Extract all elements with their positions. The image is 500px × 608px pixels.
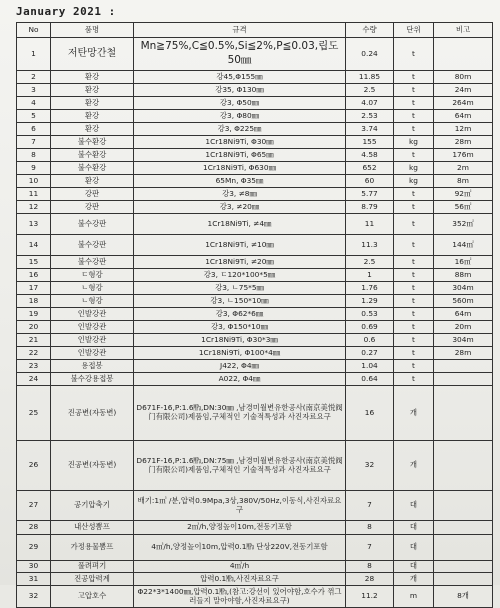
cell-qty: 7 xyxy=(346,491,394,521)
cell-qty: 8.79 xyxy=(346,201,394,214)
cell-no: 22 xyxy=(17,347,51,360)
cell-spec: 2㎥/h,양정높이10m,전동기포함 xyxy=(134,521,346,535)
cell-no: 20 xyxy=(17,321,51,334)
cell-qty: 0.64 xyxy=(346,373,394,386)
cell-spec: 1Cr18Ni9Ti, Φ100*4㎜ xyxy=(134,347,346,360)
cell-unit: t xyxy=(394,308,434,321)
cell-spec: 강3, ≠8㎜ xyxy=(134,188,346,201)
cell-note: 88m xyxy=(434,269,493,282)
header-unit: 단위 xyxy=(394,23,434,38)
cell-unit: t xyxy=(394,188,434,201)
cell-qty: 2.53 xyxy=(346,110,394,123)
cell-name: 인발강관 xyxy=(51,347,134,360)
cell-note xyxy=(434,360,493,373)
cell-note: 304m xyxy=(434,282,493,295)
cell-name: 불수강판 xyxy=(51,235,134,256)
cell-no: 16 xyxy=(17,269,51,282)
cell-no: 9 xyxy=(17,162,51,175)
cell-name: 불수환강 xyxy=(51,149,134,162)
cell-unit: 대 xyxy=(394,491,434,521)
header-spec: 규격 xyxy=(134,23,346,38)
cell-note: 80m xyxy=(434,71,493,84)
cell-no: 7 xyxy=(17,136,51,149)
cell-no: 4 xyxy=(17,97,51,110)
cell-name: 환강 xyxy=(51,175,134,188)
cell-spec: 1Cr18Ni9Ti, Φ30㎜ xyxy=(134,136,346,149)
cell-spec: 1Cr18Ni9Ti, ≠20㎜ xyxy=(134,256,346,269)
cell-no: 10 xyxy=(17,175,51,188)
cell-qty: 5.77 xyxy=(346,188,394,201)
cell-no: 26 xyxy=(17,441,51,491)
cell-unit: t xyxy=(394,334,434,347)
cell-qty: 16 xyxy=(346,386,394,441)
cell-name: 환강 xyxy=(51,71,134,84)
cell-name: 고압호수 xyxy=(51,586,134,608)
cell-no: 23 xyxy=(17,360,51,373)
cell-unit: t xyxy=(394,256,434,269)
cell-unit: t xyxy=(394,269,434,282)
cell-spec: 압력0.1㎫,사진자료요구 xyxy=(134,573,346,586)
header-qty: 수량 xyxy=(346,23,394,38)
cell-name: 진공변(자동변) xyxy=(51,386,134,441)
cell-unit: m xyxy=(394,586,434,608)
cell-note: 8개 xyxy=(434,586,493,608)
cell-name: 불수강판 xyxy=(51,256,134,269)
cell-unit: t xyxy=(394,295,434,308)
table-row xyxy=(17,295,493,308)
cell-spec: 1Cr18Ni9Ti, Φ630㎜ xyxy=(134,162,346,175)
cell-qty: 652 xyxy=(346,162,394,175)
cell-no: 21 xyxy=(17,334,51,347)
cell-no: 32 xyxy=(17,586,51,608)
table-row xyxy=(17,347,493,360)
cell-name: 공기압축기 xyxy=(51,491,134,521)
cell-no: 27 xyxy=(17,491,51,521)
cell-unit: t xyxy=(394,321,434,334)
cell-name: 환강 xyxy=(51,97,134,110)
cell-name: 저탄망간철 xyxy=(51,38,134,71)
cell-no: 30 xyxy=(17,561,51,573)
table-row xyxy=(17,561,493,573)
table-body xyxy=(17,38,493,608)
table-row xyxy=(17,175,493,188)
cell-qty: 0.27 xyxy=(346,347,394,360)
cell-spec: D671F-16,P:1.6㎫,DN:75㎜ ,남경미월변유한공사(南京美悦阀门有限公司)제품임,구체적인 기술적특성과 사진자료요구 xyxy=(134,441,346,491)
cell-name: 풀려펴기 xyxy=(51,561,134,573)
cell-unit: kg xyxy=(394,162,434,175)
cell-name: 진공변(자동변) xyxy=(51,441,134,491)
table-row xyxy=(17,235,493,256)
cell-unit: t xyxy=(394,282,434,295)
cell-qty: 1.76 xyxy=(346,282,394,295)
cell-unit: 대 xyxy=(394,521,434,535)
cell-qty: 2.5 xyxy=(346,256,394,269)
table-row xyxy=(17,573,493,586)
cell-unit: 개 xyxy=(394,386,434,441)
cell-no: 17 xyxy=(17,282,51,295)
cell-unit: t xyxy=(394,235,434,256)
cell-name: ㄴ형강 xyxy=(51,295,134,308)
table-row xyxy=(17,38,493,71)
cell-spec: 1Cr18Ni9Ti, ≠4㎜ xyxy=(134,214,346,235)
cell-note xyxy=(434,521,493,535)
table-row xyxy=(17,123,493,136)
table-row xyxy=(17,491,493,521)
cell-note: 20m xyxy=(434,321,493,334)
table-row xyxy=(17,321,493,334)
cell-spec: 65Mn, Φ35㎜ xyxy=(134,175,346,188)
cell-spec: 강45,Φ155㎜ xyxy=(134,71,346,84)
cell-name: 환강 xyxy=(51,110,134,123)
cell-note xyxy=(434,561,493,573)
cell-note: 352㎡ xyxy=(434,214,493,235)
cell-note: 16㎡ xyxy=(434,256,493,269)
cell-note: 56㎡ xyxy=(434,201,493,214)
cell-note xyxy=(434,491,493,521)
cell-qty: 8 xyxy=(346,521,394,535)
cell-name: 불수환강 xyxy=(51,136,134,149)
cell-qty: 8 xyxy=(346,561,394,573)
cell-no: 31 xyxy=(17,573,51,586)
cell-qty: 1.29 xyxy=(346,295,394,308)
cell-name: ㄷ형강 xyxy=(51,269,134,282)
table-row xyxy=(17,386,493,441)
cell-spec: 4㎥/h xyxy=(134,561,346,573)
cell-spec: 강3, Φ150*10㎜ xyxy=(134,321,346,334)
cell-qty: 7 xyxy=(346,535,394,561)
cell-qty: 0.24 xyxy=(346,38,394,71)
header-note: 비고 xyxy=(434,23,493,38)
cell-no: 1 xyxy=(17,38,51,71)
cell-note: 176m xyxy=(434,149,493,162)
cell-qty: 11 xyxy=(346,214,394,235)
cell-name: 가정용물뽐프 xyxy=(51,535,134,561)
table-row xyxy=(17,308,493,321)
cell-name: 환강 xyxy=(51,123,134,136)
cell-spec: 강3, Φ62*6㎜ xyxy=(134,308,346,321)
table-row xyxy=(17,84,493,97)
cell-qty: 11.85 xyxy=(346,71,394,84)
table-row xyxy=(17,71,493,84)
table-row xyxy=(17,282,493,295)
table-row xyxy=(17,110,493,123)
table-row xyxy=(17,373,493,386)
table-row xyxy=(17,201,493,214)
cell-spec: 강3, ≠20㎜ xyxy=(134,201,346,214)
cell-unit: t xyxy=(394,97,434,110)
table-row xyxy=(17,535,493,561)
table-row xyxy=(17,256,493,269)
cell-note: 24m xyxy=(434,84,493,97)
cell-name: 인발강관 xyxy=(51,308,134,321)
cell-unit: t xyxy=(394,201,434,214)
header-no: No xyxy=(17,23,51,38)
cell-note: 12m xyxy=(434,123,493,136)
cell-unit: t xyxy=(394,373,434,386)
cell-name: 불수환강 xyxy=(51,162,134,175)
table-row xyxy=(17,162,493,175)
cell-note: 560m xyxy=(434,295,493,308)
cell-no: 29 xyxy=(17,535,51,561)
cell-spec: 강35, Φ130㎜ xyxy=(134,84,346,97)
cell-name: 불수강판 xyxy=(51,214,134,235)
cell-qty: 2.5 xyxy=(346,84,394,97)
cell-name: 불수강용접봉 xyxy=(51,373,134,386)
cell-qty: 11.2 xyxy=(346,586,394,608)
table-row xyxy=(17,586,493,608)
cell-unit: t xyxy=(394,347,434,360)
table-row xyxy=(17,149,493,162)
cell-no: 18 xyxy=(17,295,51,308)
table-row xyxy=(17,214,493,235)
cell-unit: t xyxy=(394,110,434,123)
cell-note: 8m xyxy=(434,175,493,188)
cell-note: 28m xyxy=(434,136,493,149)
cell-no: 8 xyxy=(17,149,51,162)
cell-note xyxy=(434,38,493,71)
cell-spec: 강3, Φ80㎜ xyxy=(134,110,346,123)
cell-note: 144㎡ xyxy=(434,235,493,256)
table-row xyxy=(17,269,493,282)
cell-no: 5 xyxy=(17,110,51,123)
cell-no: 3 xyxy=(17,84,51,97)
cell-qty: 0.69 xyxy=(346,321,394,334)
cell-note xyxy=(434,441,493,491)
cell-qty: 1.04 xyxy=(346,360,394,373)
cell-no: 25 xyxy=(17,386,51,441)
cell-qty: 28 xyxy=(346,573,394,586)
cell-no: 14 xyxy=(17,235,51,256)
cell-spec: D671F-16,P:1.6㎫,DN:30㎜ ,남경미월변유한공사(南京美悦阀门有限公司)제품임,구체적인 기술적특성과 사진자료요구 xyxy=(134,386,346,441)
cell-no: 19 xyxy=(17,308,51,321)
cell-no: 13 xyxy=(17,214,51,235)
cell-name: 내산성뽐프 xyxy=(51,521,134,535)
table-row xyxy=(17,188,493,201)
table-row xyxy=(17,521,493,535)
cell-no: 12 xyxy=(17,201,51,214)
cell-note xyxy=(434,386,493,441)
cell-unit: t xyxy=(394,214,434,235)
cell-no: 28 xyxy=(17,521,51,535)
cell-no: 2 xyxy=(17,71,51,84)
cell-name: 인발강관 xyxy=(51,321,134,334)
cell-note xyxy=(434,573,493,586)
table-header-row xyxy=(17,23,493,38)
cell-qty: 4.07 xyxy=(346,97,394,110)
cell-qty: 4.58 xyxy=(346,149,394,162)
cell-spec: 배기:1㎥ /분,압력0.9Mpa,3상,380V/50Hz,이동식,사진자료요구 xyxy=(134,491,346,521)
cell-name: 인발강관 xyxy=(51,334,134,347)
table-row xyxy=(17,97,493,110)
cell-name: ㄴ형강 xyxy=(51,282,134,295)
cell-qty: 0.6 xyxy=(346,334,394,347)
table-row xyxy=(17,136,493,149)
cell-qty: 0.53 xyxy=(346,308,394,321)
cell-unit: t xyxy=(394,38,434,71)
cell-unit: 대 xyxy=(394,561,434,573)
table-row xyxy=(17,441,493,491)
table-row xyxy=(17,334,493,347)
cell-name: 강판 xyxy=(51,201,134,214)
cell-note: 28m xyxy=(434,347,493,360)
cell-unit: 개 xyxy=(394,573,434,586)
cell-spec: 강3, ㄴ75*5㎜ xyxy=(134,282,346,295)
cell-name: 용접봉 xyxy=(51,360,134,373)
cell-spec: J422, Φ4㎜ xyxy=(134,360,346,373)
cell-spec: A022, Φ4㎜ xyxy=(134,373,346,386)
cell-spec: 강3, ㄷ120*100*5㎜ xyxy=(134,269,346,282)
cell-no: 11 xyxy=(17,188,51,201)
cell-unit: kg xyxy=(394,136,434,149)
document-title: January 2021 : xyxy=(16,5,116,18)
cell-qty: 32 xyxy=(346,441,394,491)
cell-unit: 개 xyxy=(394,441,434,491)
cell-unit: t xyxy=(394,71,434,84)
cell-no: 15 xyxy=(17,256,51,269)
cell-unit: t xyxy=(394,360,434,373)
cell-name: 환강 xyxy=(51,84,134,97)
cell-qty: 60 xyxy=(346,175,394,188)
cell-spec: 1Cr18Ni9Ti, ≠10㎜ xyxy=(134,235,346,256)
cell-note: 2m xyxy=(434,162,493,175)
cell-spec: Mn≧75%,C≦0.5%,Si≦2%,P≦0.03,립도50㎜ xyxy=(134,38,346,71)
cell-no: 24 xyxy=(17,373,51,386)
material-table xyxy=(16,22,493,608)
cell-unit: kg xyxy=(394,175,434,188)
cell-note: 264m xyxy=(434,97,493,110)
cell-qty: 155 xyxy=(346,136,394,149)
cell-spec: Φ22*3*1400㎜,압력0.1㎫,(참고:강선이 있어야함,호수가 꺾그러들지 말아야함,사진자료요구) xyxy=(134,586,346,608)
cell-spec: 강3, Φ50㎜ xyxy=(134,97,346,110)
cell-spec: 1Cr18Ni9Ti, Φ30*3㎜ xyxy=(134,334,346,347)
cell-unit: t xyxy=(394,123,434,136)
cell-note: 64m xyxy=(434,308,493,321)
cell-note: 304m xyxy=(434,334,493,347)
table-row xyxy=(17,360,493,373)
cell-unit: t xyxy=(394,149,434,162)
cell-unit: 대 xyxy=(394,535,434,561)
cell-name: 강판 xyxy=(51,188,134,201)
cell-qty: 3.74 xyxy=(346,123,394,136)
cell-spec: 4㎥/h,양정높이10m,압력0.1㎫ 단상220V,전동기포함 xyxy=(134,535,346,561)
cell-qty: 1 xyxy=(346,269,394,282)
cell-note xyxy=(434,373,493,386)
cell-spec: 1Cr18Ni9Ti, Φ65㎜ xyxy=(134,149,346,162)
cell-qty: 11.3 xyxy=(346,235,394,256)
cell-spec: 강3, Φ225㎜ xyxy=(134,123,346,136)
cell-note: 92㎡ xyxy=(434,188,493,201)
cell-spec: 강3, ㄴ150*10㎜ xyxy=(134,295,346,308)
header-name: 품명 xyxy=(51,23,134,38)
cell-no: 6 xyxy=(17,123,51,136)
cell-name: 진공압력계 xyxy=(51,573,134,586)
cell-note: 64m xyxy=(434,110,493,123)
cell-unit: t xyxy=(394,84,434,97)
cell-note xyxy=(434,535,493,561)
